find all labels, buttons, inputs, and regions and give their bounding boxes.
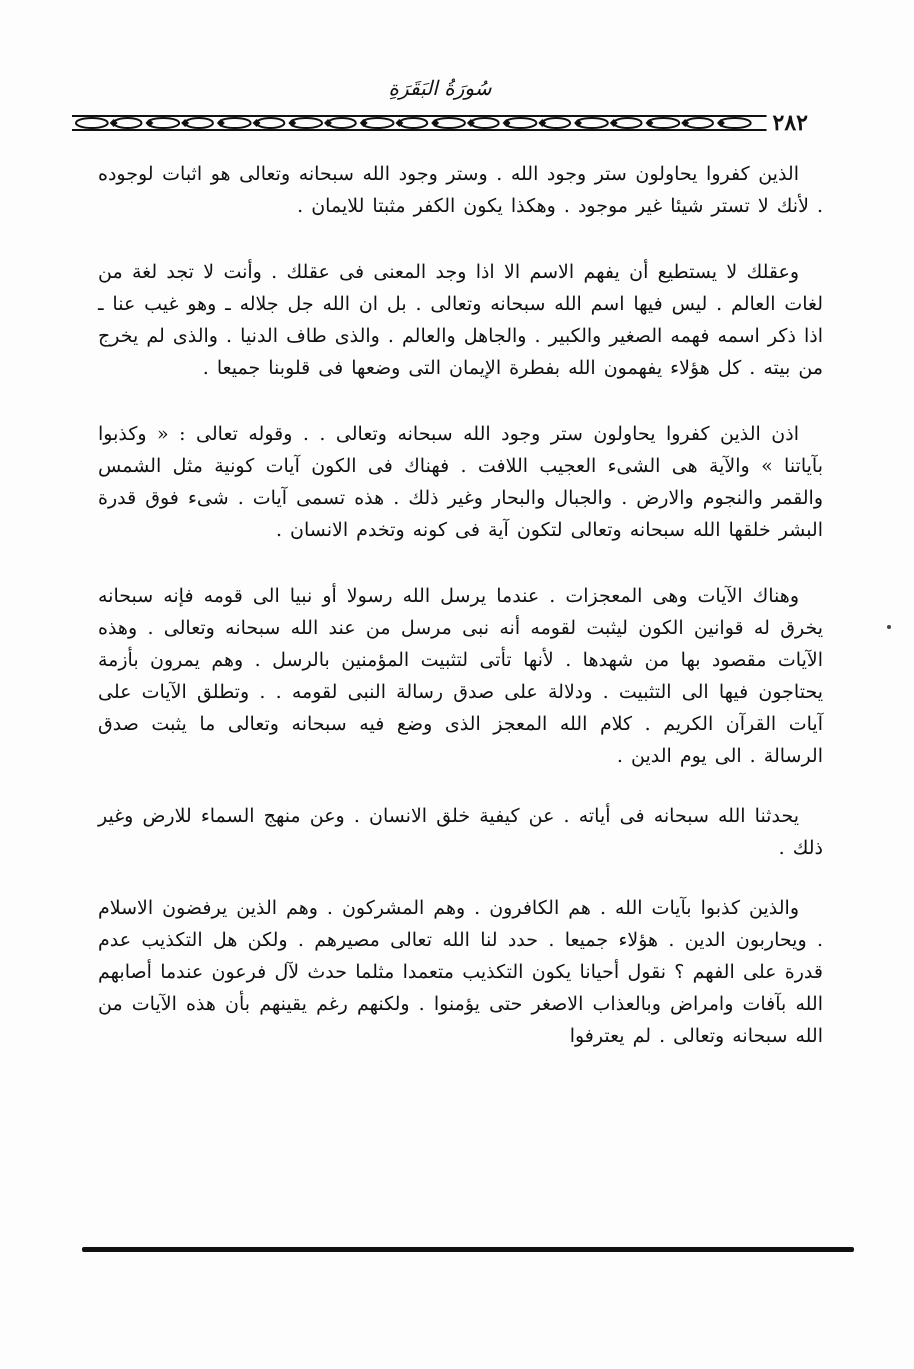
paragraph-2: وعقلك لا يستطيع أن يفهم الاسم الا اذا وجد المعنى فى عقلك . وأنت لا تجد لغة من لغات العالم . ليس فيها اسم الله سبحانه وتعالى . بل ان الله جل جلاله ـ وهو غيب عنا ـ اذا ذكر اسمه فهمه الصغير والكبير . والجاهل والعالم . والذى طاف الدنيا . والذى لم يخرج من بيته . كل هؤلاء يفهمون الله بفطرة الإيمان التى وضعها فى قلوبنا جميعا . <box>98 261 823 379</box>
footer-rule <box>82 1247 854 1252</box>
header-band <box>72 112 808 134</box>
paragraph-gap <box>98 772 823 800</box>
paragraph-gap <box>98 384 823 418</box>
paragraph-1: الذين كفروا يحاولون ستر وجود الله . وستر وجود الله سبحانه وتعالى هو اثبات لوجوده . لأنك لا تستر شيئا غير موجود . وهكذا يكون الكفر مثبتا للايمان . <box>98 163 823 217</box>
paragraph-5: يحدثنا الله سبحانه فى أياته . عن كيفية خلق الانسان . وعن منهج السماء للارض وغير ذلك . <box>98 805 823 859</box>
paragraph-3: اذن الذين كفروا يحاولون ستر وجود الله سبحانه وتعالى . . وقوله تعالى : « وكذبوا بآياتنا » والآية هى الشىء العجيب اللافت . فهناك فى الكون آيات كونية مثل الشمس والقمر والنجوم والارض . والجبال والبحار وغير ذلك . هذه تسمى آيات . شىء فوق قدرة البشر خلقها الله سبحانه وتعالى لتكون آية فى كونه وتخدم الانسان . <box>98 423 823 541</box>
paragraph-gap <box>98 222 823 256</box>
page-body <box>98 158 823 1052</box>
page-number: ٢٨٢ <box>772 110 808 136</box>
surah-title: سُورَةُ البَقَرَةِ <box>388 76 492 100</box>
paragraph-gap <box>98 864 823 892</box>
paragraph-4: وهناك الآيات وهى المعجزات . عندما يرسل الله رسولا أو نبيا الى قومه فإنه سبحانه يخرق له قوانين الكون ليثبت لقومه أنه نبى مرسل من عند الله سبحانه وتعالى . وهذه الآيات مقصود بها من شهدها . لأنها تأتى لتثبيت المؤمنين بالرسل . وهم يمرون بأزمة يحتاجون فيها الى التثبيت . ودلالة على صدق رسالة النبى لقومه . . وتطلق الآيات على آيات القرآن الكريم . كلام الله المعجز الذى وضع فيه سبحانه وتعالى ما يثبت صدق الرسالة . الى يوم الدين . <box>98 585 823 767</box>
paragraph-6: والذين كذبوا بآيات الله . هم الكافرون . وهم المشركون . وهم الذين يرفضون الاسلام . ويحاربون الدين . هؤلاء جميعا . حدد لنا الله تعالى مصيرهم . ولكن هل التكذيب عدم قدرة على الفهم ؟ نقول أحيانا يكون التكذيب متعمدا مثلما حدث لآل فرعون عندما أصابهم الله بآفات وامراض وبالعذاب الاصغر حتى يؤمنوا . ولكنهم رغم يقينهم بأن هذه الآيات من الله سبحانه وتعالى . لم يعترفوا <box>98 897 823 1047</box>
paragraph-gap <box>98 546 823 580</box>
scan-speck <box>887 625 891 629</box>
chain-ornament-icon <box>72 113 767 133</box>
